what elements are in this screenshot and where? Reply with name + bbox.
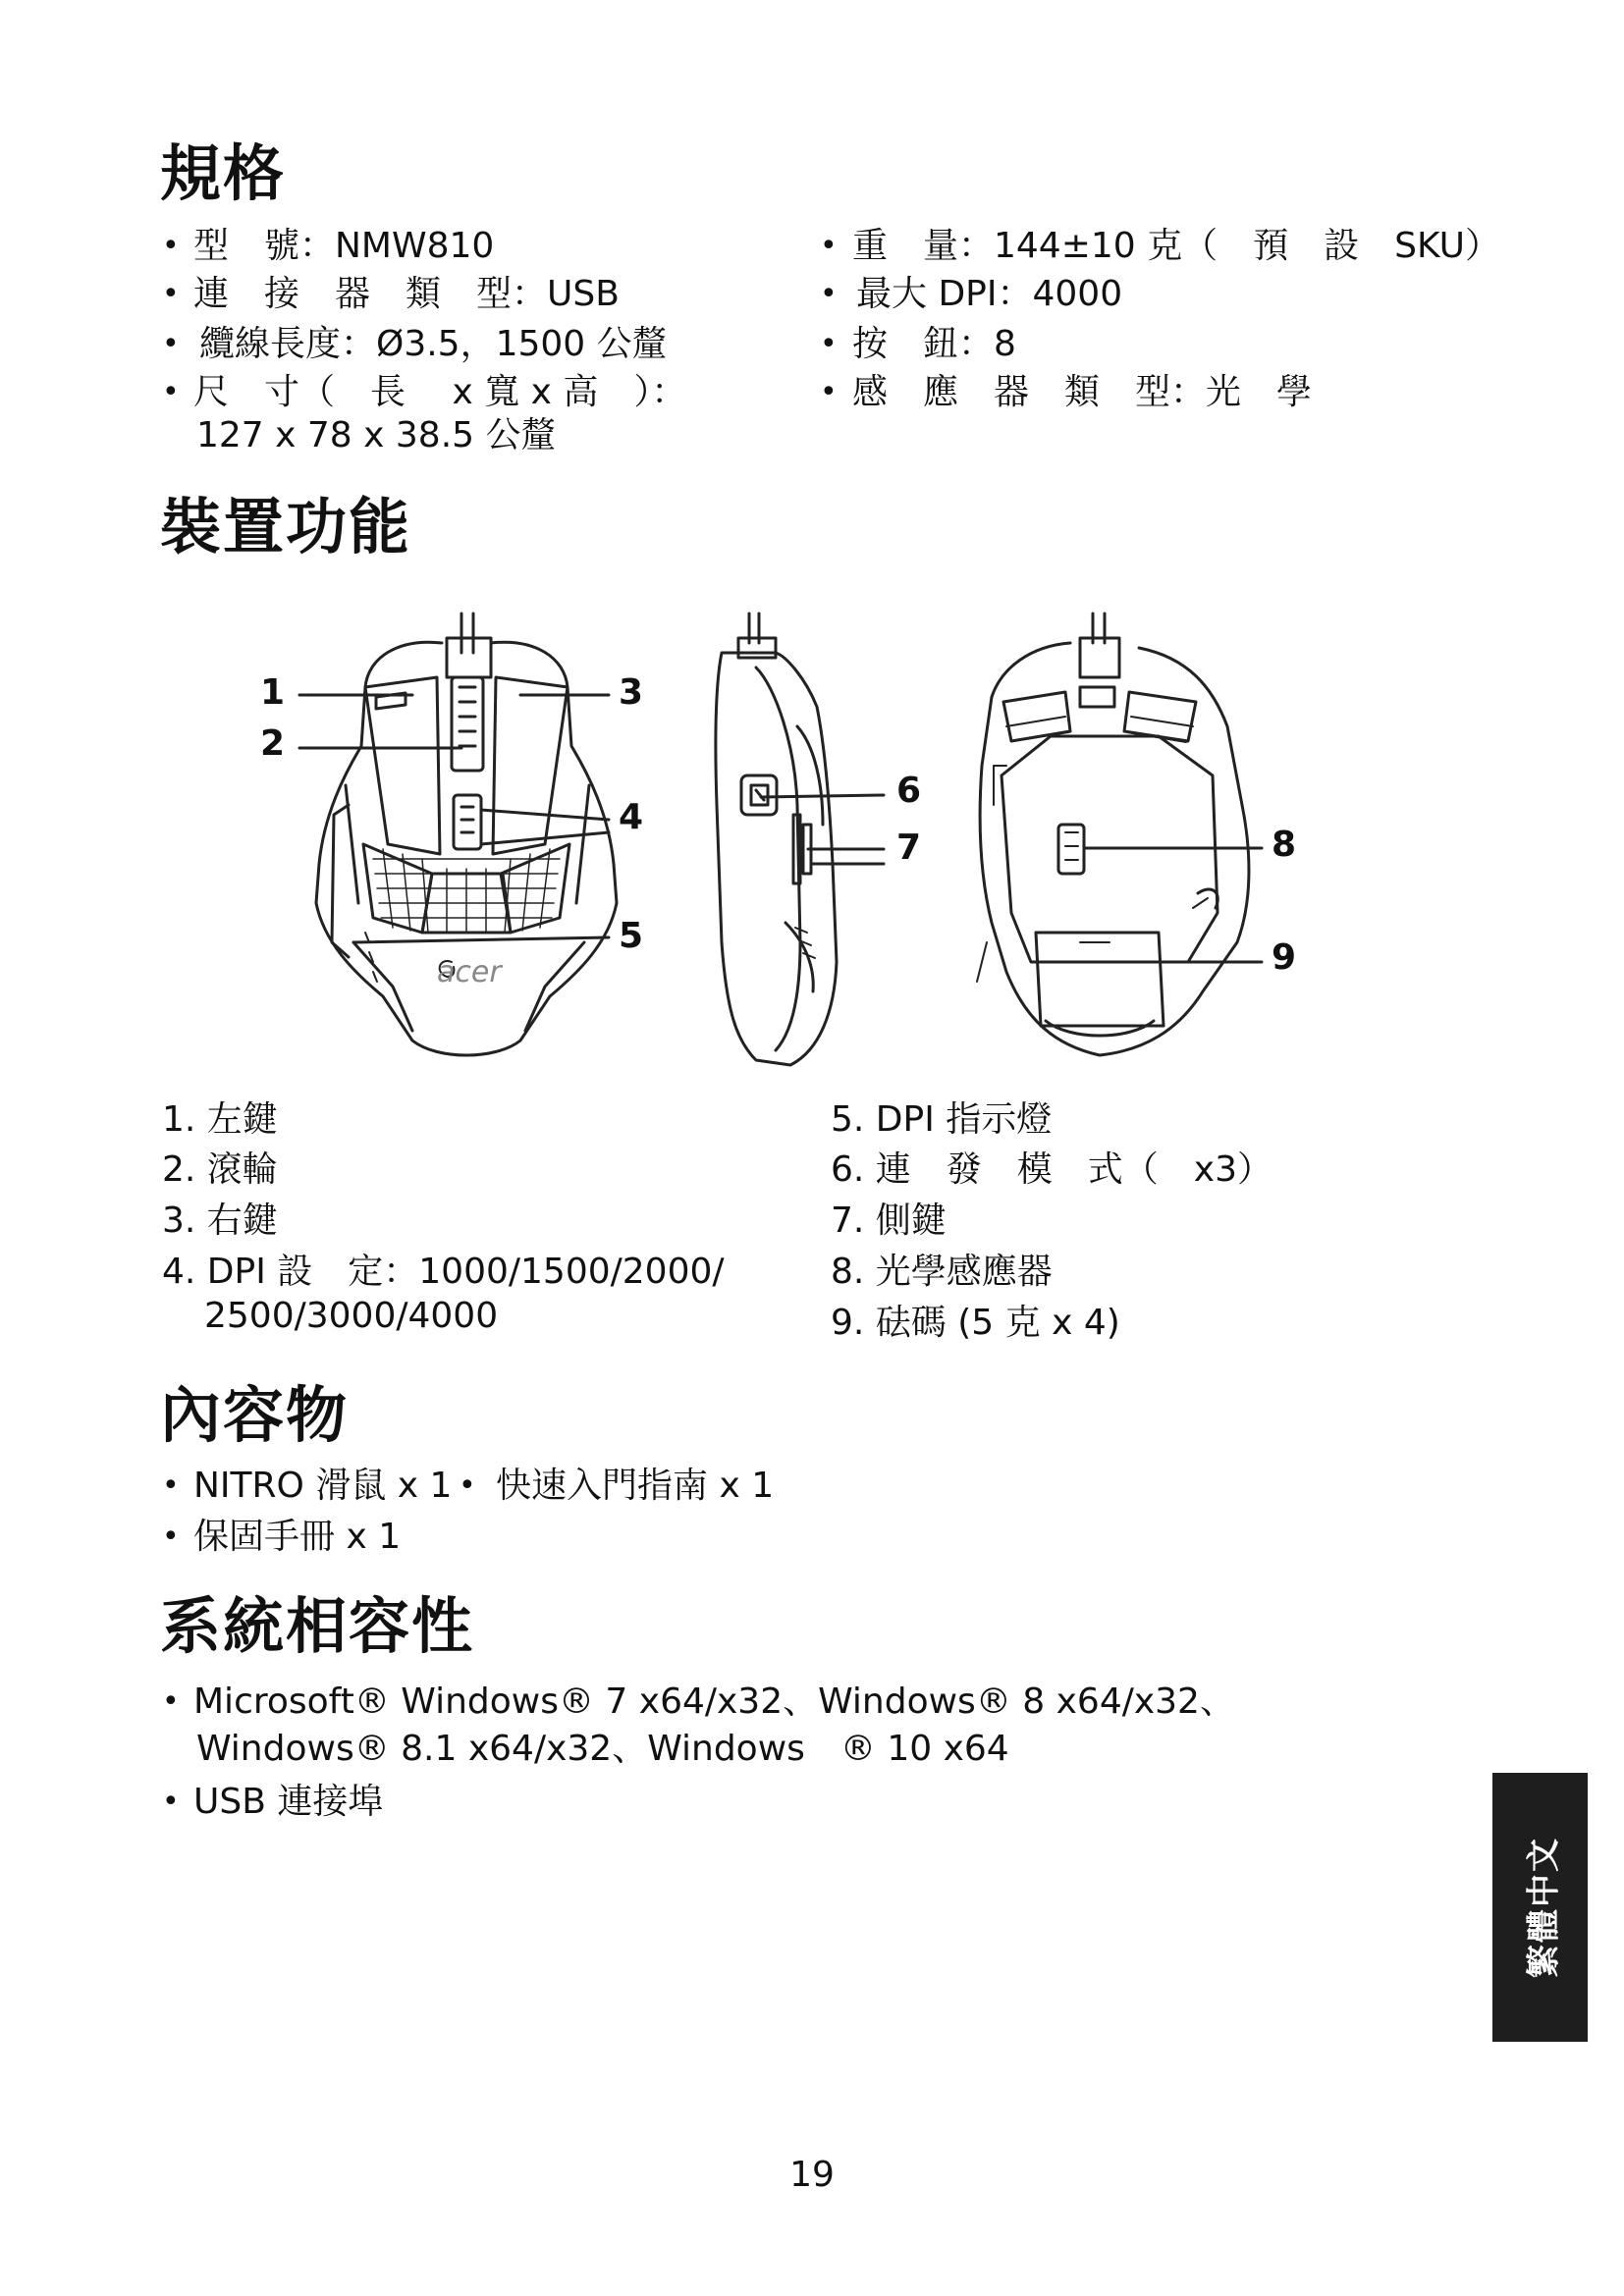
contents-item: 保固手冊 x 1: [193, 1517, 402, 1557]
bullet: •: [459, 1468, 476, 1503]
callout-6: 6: [896, 771, 922, 811]
spec-max-dpi: 最大 DPI：4000: [856, 274, 1123, 314]
specs-heading: 規格: [160, 137, 287, 209]
feature-item: 9. 砝碼 (5 克 x 4): [831, 1303, 1120, 1343]
contents-item: NITRO 滑鼠 x 1: [193, 1466, 453, 1506]
spec-cable: 纜線長度：Ø3.5，1500 公釐: [199, 324, 668, 364]
bullet: •: [162, 1520, 180, 1554]
callout-2: 2: [260, 723, 286, 764]
compat-os: Microsoft® Windows® 7 x64/x32、Windows® 8 x64/x32、: [193, 1682, 1235, 1722]
language-tab-label: 繁體中文: [1524, 1837, 1563, 1978]
compat-os-cont: Windows® 8.1 x64/x32、Windows ® 10 x64: [196, 1729, 1009, 1769]
feature-item: 7. 側鍵: [831, 1201, 947, 1241]
bullet: •: [820, 229, 838, 263]
mouse-diagram: [0, 0, 1624, 1090]
feature-item: 1. 左鍵: [162, 1099, 278, 1140]
language-tab: [1492, 1773, 1588, 2042]
bullet: •: [162, 375, 180, 409]
acer-logo: acer: [437, 955, 502, 989]
callout-3: 3: [619, 672, 644, 713]
spec-model: 型 號：NMW810: [193, 226, 495, 266]
feature-item: 5. DPI 指示燈: [831, 1099, 1053, 1140]
feature-item: 6. 連 發 模 式（ x3）: [831, 1149, 1273, 1190]
feature-item-cont: 2500/3000/4000: [204, 1296, 499, 1336]
compat-heading: 系統相容性: [160, 1590, 475, 1662]
callout-1: 1: [260, 672, 286, 713]
bullet: •: [162, 1468, 180, 1503]
feature-item: 8. 光學感應器: [831, 1252, 1053, 1292]
bullet: •: [162, 229, 180, 263]
bullet: •: [820, 375, 838, 409]
contents-heading: 內容物: [160, 1379, 350, 1451]
bullet: •: [820, 327, 838, 361]
bullet: •: [162, 1785, 180, 1819]
bullet: •: [162, 277, 180, 311]
contents-item: 快速入門指南 x 1: [496, 1466, 775, 1506]
callout-4: 4: [619, 797, 644, 837]
feature-item: 3. 右鍵: [162, 1201, 278, 1241]
spec-sensor: 感 應 器 類 型：光 學: [852, 372, 1313, 412]
features-heading: 裝置功能: [160, 491, 412, 562]
bullet: •: [820, 277, 838, 311]
spec-weight: 重 量：144±10 克（ 預 設 SKU）: [852, 226, 1500, 266]
bullet: •: [162, 1684, 180, 1719]
compat-usb: USB 連接埠: [193, 1782, 384, 1822]
callout-7: 7: [896, 828, 922, 868]
callout-9: 9: [1272, 937, 1297, 978]
feature-item: 4. DPI 設 定：1000/1500/2000/: [162, 1252, 725, 1292]
mouse-side-view: [716, 614, 837, 1065]
feature-item: 2. 滾輪: [162, 1149, 278, 1190]
spec-dimensions: 尺 寸（ 長 x 寬 x 高 ）：: [193, 372, 687, 412]
mouse-bottom-view: [977, 614, 1249, 1055]
spec-dimensions-value: 127 x 78 x 38.5 公釐: [196, 415, 557, 455]
callout-8: 8: [1272, 825, 1297, 865]
bullet: •: [162, 327, 180, 361]
spec-buttons: 按 鈕：8: [852, 324, 1016, 364]
spec-connector: 連 接 器 類 型：USB: [193, 274, 620, 314]
callout-5: 5: [619, 916, 644, 956]
page-number: 19: [789, 2155, 835, 2195]
